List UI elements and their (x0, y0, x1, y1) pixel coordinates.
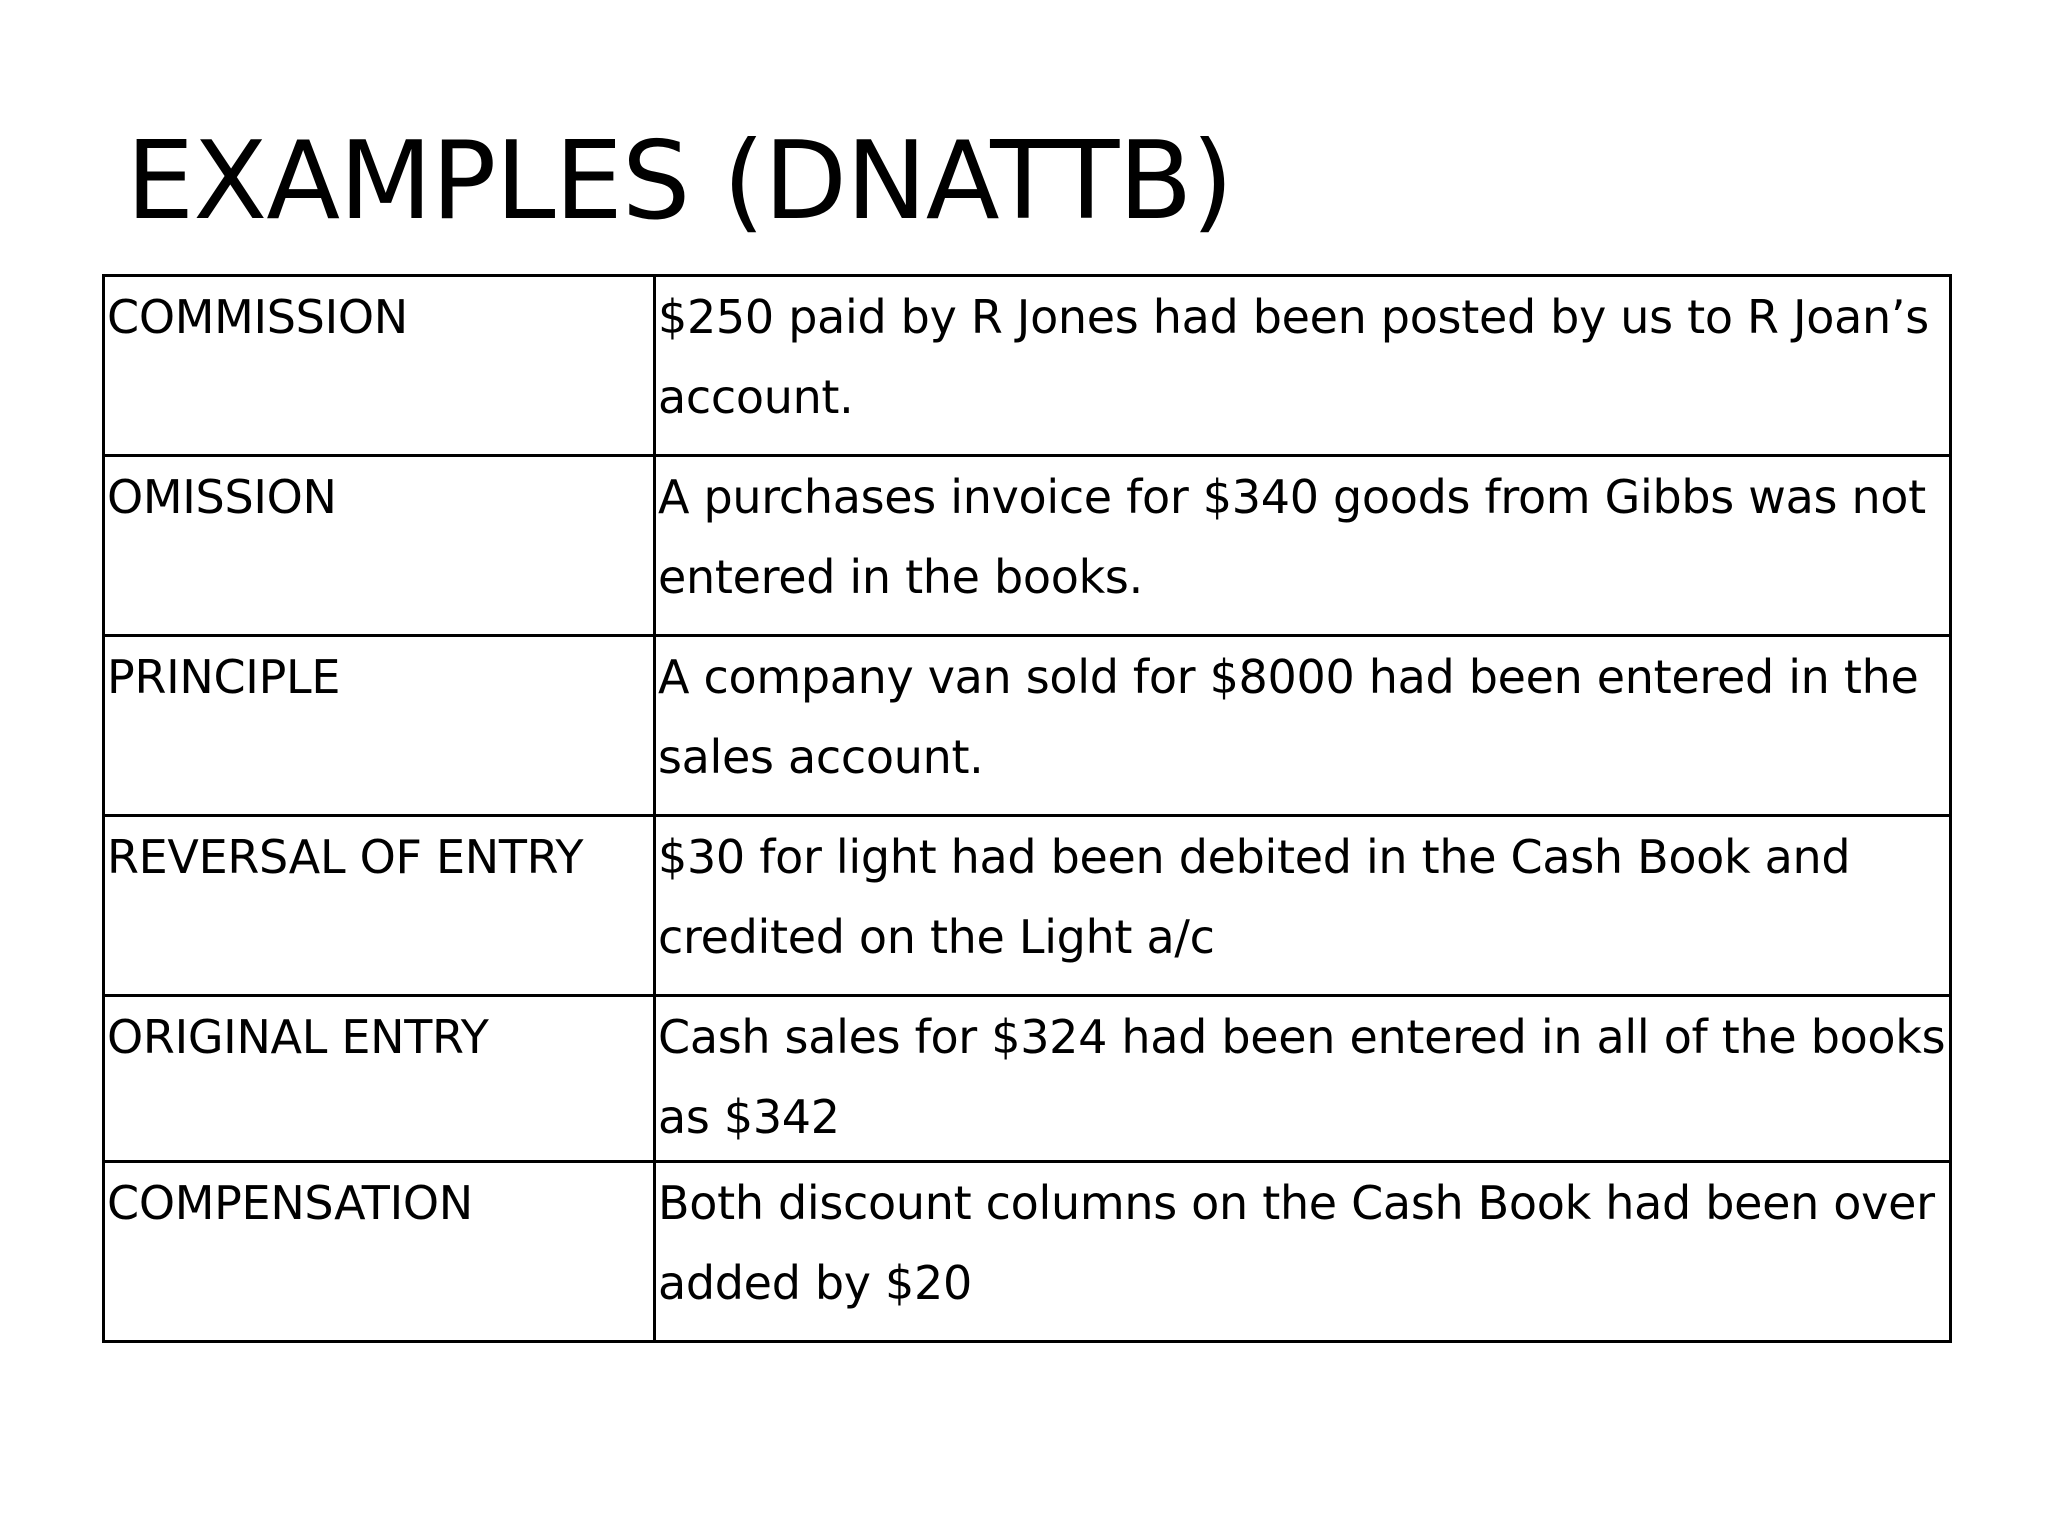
error-type-cell: PRINCIPLE (104, 636, 655, 816)
table-row (104, 816, 1951, 996)
example-description-cell: Both discount columns on the Cash Book had been over added by $20 (655, 1162, 1951, 1342)
example-description-cell: $250 paid by R Jones had been posted by us to R Joan’s account. (655, 276, 1951, 456)
table-row (104, 456, 1951, 636)
examples-table (102, 274, 1952, 1343)
table-row (104, 1162, 1951, 1342)
example-description-cell: Cash sales for $324 had been entered in all of the books as $342 (655, 996, 1951, 1162)
error-type-cell: COMMISSION (104, 276, 655, 456)
error-type-cell: ORIGINAL ENTRY (104, 996, 655, 1162)
error-type-cell: COMPENSATION (104, 1162, 655, 1342)
example-description-cell: $30 for light had been debited in the Cash Book and credited on the Light a/c (655, 816, 1951, 996)
error-type-cell: OMISSION (104, 456, 655, 636)
error-type-cell: REVERSAL OF ENTRY (104, 816, 655, 996)
example-description-cell: A company van sold for $8000 had been entered in the sales account. (655, 636, 1951, 816)
table-row (104, 636, 1951, 816)
table-row (104, 276, 1951, 456)
slide-title: EXAMPLES (DNATTB) (126, 119, 1233, 244)
example-description-cell: A purchases invoice for $340 goods from Gibbs was not entered in the books. (655, 456, 1951, 636)
table-row (104, 996, 1951, 1162)
